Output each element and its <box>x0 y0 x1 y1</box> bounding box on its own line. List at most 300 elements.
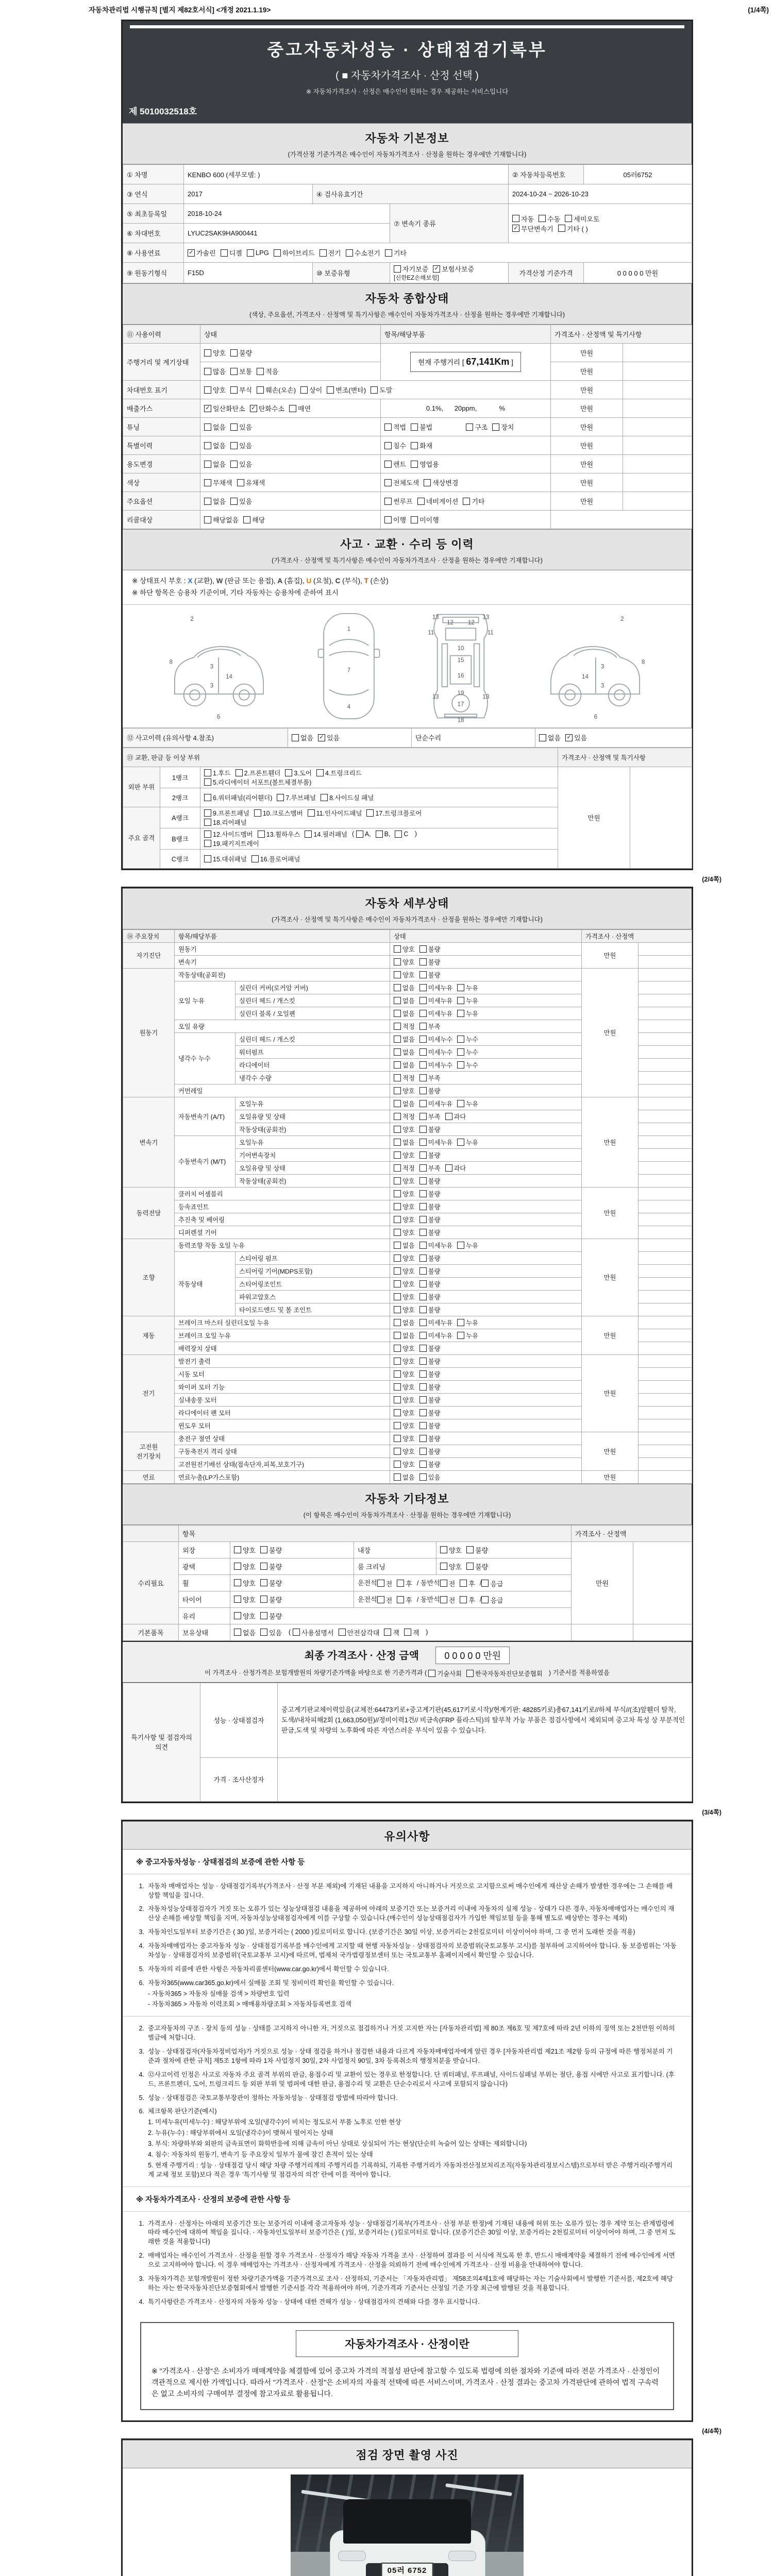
checkbox-icon[interactable] <box>204 386 211 394</box>
checkbox-없음[interactable] <box>394 983 415 992</box>
checkbox-icon[interactable] <box>419 1036 427 1043</box>
checkbox-7.루브패널[interactable] <box>277 793 316 802</box>
checkbox-icon[interactable] <box>457 1036 464 1043</box>
checkbox-기술사회[interactable] <box>428 1669 462 1678</box>
checkbox-부족[interactable] <box>419 1112 441 1121</box>
checkbox-icon[interactable] <box>539 215 546 222</box>
checkbox-장치[interactable] <box>492 422 514 432</box>
checkbox-없음[interactable] <box>394 1241 415 1250</box>
checkbox-icon[interactable] <box>419 1151 427 1159</box>
checked-checkbox-icon[interactable]: ✓ <box>188 249 195 257</box>
checkbox-없음[interactable] <box>394 1138 415 1147</box>
checkbox-icon[interactable] <box>346 249 353 257</box>
checkbox-icon[interactable] <box>466 1670 474 1677</box>
checkbox-icon[interactable] <box>254 809 261 817</box>
checkbox-양호[interactable] <box>394 1150 415 1160</box>
checkbox-17.트렁크플로어[interactable] <box>366 808 422 818</box>
checkbox-icon[interactable] <box>419 1461 427 1468</box>
checkbox-미세누유[interactable] <box>419 1099 453 1108</box>
checkbox-무채색[interactable] <box>204 478 232 487</box>
checkbox-15.대쉬패널[interactable] <box>204 854 247 863</box>
checkbox-13.휠하우스[interactable] <box>258 829 300 839</box>
checked-checkbox-icon[interactable]: ✓ <box>433 265 440 273</box>
checkbox-전[interactable] <box>440 1579 456 1588</box>
checkbox-icon[interactable] <box>234 1563 241 1570</box>
checkbox-icon[interactable] <box>394 1461 401 1468</box>
checkbox-icon[interactable] <box>419 1177 427 1184</box>
checkbox-가솔린[interactable] <box>188 248 216 258</box>
checkbox-icon[interactable] <box>385 249 392 257</box>
checkbox-없음[interactable] <box>204 422 226 432</box>
checkbox-적정[interactable] <box>394 1163 415 1173</box>
checkbox-icon[interactable] <box>234 1629 241 1636</box>
checkbox-자동[interactable] <box>512 214 534 224</box>
checkbox-icon[interactable] <box>419 1255 427 1262</box>
checkbox-icon[interactable] <box>300 386 308 394</box>
checkbox-누유[interactable] <box>457 1099 478 1108</box>
checkbox-불량[interactable] <box>260 1562 282 1571</box>
checkbox-불량[interactable] <box>419 1125 441 1134</box>
checkbox-icon[interactable] <box>419 1409 427 1416</box>
checkbox-불량[interactable] <box>419 970 441 979</box>
checkbox-icon[interactable] <box>327 386 334 394</box>
checkbox-부족[interactable] <box>419 1022 441 1031</box>
checkbox-불량[interactable] <box>419 1292 441 1301</box>
checkbox-icon[interactable] <box>320 249 327 257</box>
checkbox-icon[interactable] <box>221 249 228 257</box>
checkbox-icon[interactable] <box>395 831 402 838</box>
checkbox-양호[interactable] <box>204 348 226 358</box>
checkbox-양호[interactable] <box>394 1382 415 1392</box>
checkbox-A,[interactable] <box>356 831 371 838</box>
checkbox-icon[interactable] <box>308 809 315 817</box>
checkbox-양호[interactable] <box>234 1611 256 1621</box>
checkbox-불량[interactable] <box>419 1357 441 1366</box>
checkbox-미세누유[interactable] <box>419 1009 453 1018</box>
checkbox-icon[interactable] <box>260 1596 267 1603</box>
checkbox-2.프론트휀더[interactable] <box>236 768 281 777</box>
checkbox-icon[interactable] <box>394 1023 401 1030</box>
checkbox-icon[interactable] <box>457 997 464 1004</box>
checkbox-icon[interactable] <box>411 442 418 449</box>
checkbox-icon[interactable] <box>394 1435 401 1442</box>
checkbox-유채색[interactable] <box>237 478 265 487</box>
checkbox-양호[interactable] <box>440 1562 462 1571</box>
checkbox-10.크로스멤버[interactable] <box>254 808 303 818</box>
checkbox-icon[interactable] <box>419 1396 427 1403</box>
checkbox-양호[interactable] <box>204 385 226 395</box>
checkbox-icon[interactable] <box>394 265 401 273</box>
checkbox-한국자동차진단보증협회[interactable] <box>466 1669 543 1678</box>
checkbox-icon[interactable] <box>394 1010 401 1017</box>
checkbox-icon[interactable] <box>258 831 265 838</box>
checkbox-icon[interactable] <box>204 840 211 847</box>
checkbox-icon[interactable] <box>394 1074 401 1081</box>
checkbox-icon[interactable] <box>419 997 427 1004</box>
checkbox-icon[interactable] <box>234 1596 241 1603</box>
checkbox-icon[interactable] <box>394 1319 401 1326</box>
checkbox-icon[interactable] <box>230 423 238 431</box>
checkbox-icon[interactable] <box>457 984 464 991</box>
checkbox-누수[interactable] <box>457 1047 478 1057</box>
checkbox-누수[interactable] <box>457 1060 478 1070</box>
checkbox-전[interactable] <box>377 1595 393 1605</box>
checkbox-icon[interactable] <box>419 1126 427 1133</box>
checkbox-양호[interactable] <box>394 1215 415 1224</box>
checkbox-양호[interactable] <box>394 1447 415 1456</box>
checkbox-icon[interactable] <box>394 1048 401 1056</box>
checkbox-icon[interactable] <box>419 984 427 991</box>
checkbox-icon[interactable] <box>424 479 431 486</box>
checkbox-과다[interactable] <box>445 1163 466 1173</box>
checkbox-icon[interactable] <box>419 1306 427 1313</box>
checkbox-색상변경[interactable] <box>424 478 458 487</box>
checkbox-있음[interactable] <box>565 733 587 742</box>
checkbox-있음[interactable] <box>230 459 252 469</box>
checkbox-불량[interactable] <box>230 348 252 358</box>
checkbox-icon[interactable] <box>237 479 244 486</box>
checkbox-icon[interactable] <box>411 461 418 468</box>
checkbox-icon[interactable] <box>417 498 425 505</box>
checkbox-icon[interactable] <box>419 1164 427 1172</box>
checkbox-불량[interactable] <box>419 1279 441 1289</box>
checkbox-icon[interactable] <box>394 1358 401 1365</box>
checkbox-불량[interactable] <box>419 1150 441 1160</box>
checkbox-양호[interactable] <box>394 1266 415 1276</box>
checkbox-양호[interactable] <box>394 1228 415 1237</box>
checkbox-icon[interactable] <box>204 855 211 862</box>
checkbox-변조(변타)[interactable] <box>327 385 366 395</box>
checkbox-icon[interactable] <box>260 1563 267 1570</box>
checkbox-불량[interactable] <box>419 1189 441 1198</box>
checkbox-불량[interactable] <box>419 1202 441 1211</box>
checkbox-적정[interactable] <box>394 1022 415 1031</box>
checkbox-icon[interactable] <box>411 516 418 523</box>
checkbox-icon[interactable] <box>257 386 264 394</box>
checkbox-icon[interactable] <box>257 368 264 375</box>
checkbox-있음[interactable] <box>230 440 252 450</box>
checkbox-양호[interactable] <box>394 1460 415 1469</box>
checkbox-icon[interactable] <box>419 1216 427 1223</box>
checkbox-양호[interactable] <box>394 1202 415 1211</box>
checkbox-icon[interactable] <box>394 1229 401 1236</box>
checkbox-있음[interactable] <box>230 496 252 506</box>
checkbox-icon[interactable] <box>419 1280 427 1287</box>
checkbox-14.필러패널[interactable] <box>305 829 347 839</box>
checkbox-미세누유[interactable] <box>419 1138 453 1147</box>
checkbox-이행[interactable] <box>384 515 406 524</box>
checkbox-불량[interactable] <box>419 1434 441 1443</box>
checkbox-icon[interactable] <box>234 1579 241 1586</box>
checkbox-icon[interactable] <box>394 1383 401 1391</box>
checkbox-부식[interactable] <box>230 385 252 395</box>
checkbox-icon[interactable] <box>230 498 238 505</box>
checkbox-icon[interactable] <box>404 1629 411 1636</box>
checkbox-icon[interactable] <box>445 1113 452 1120</box>
checkbox-과다[interactable] <box>445 1112 466 1121</box>
checkbox-하이브리드[interactable] <box>274 248 315 258</box>
checkbox-누유[interactable] <box>457 996 478 1005</box>
checkbox-icon[interactable] <box>457 1139 464 1146</box>
checkbox-LPG[interactable] <box>247 249 269 257</box>
checkbox-icon[interactable] <box>394 1216 401 1223</box>
checkbox-6.쿼터패널(리어휀더)[interactable] <box>204 793 272 802</box>
checkbox-미세누유[interactable] <box>419 1241 453 1250</box>
checkbox-icon[interactable] <box>419 1267 427 1275</box>
checkbox-없음[interactable] <box>394 996 415 1005</box>
checkbox-icon[interactable] <box>445 1164 452 1172</box>
checked-checkbox-icon[interactable]: ✓ <box>512 225 519 232</box>
checkbox-icon[interactable] <box>460 1596 467 1603</box>
checkbox-불량[interactable] <box>419 1382 441 1392</box>
checkbox-4.트렁크리드[interactable] <box>316 768 362 777</box>
checkbox-후[interactable] <box>460 1595 475 1605</box>
checkbox-icon[interactable] <box>236 769 243 776</box>
checkbox-불량[interactable] <box>419 1344 441 1353</box>
checkbox-상이[interactable] <box>300 385 322 395</box>
checkbox-불량[interactable] <box>419 1447 441 1456</box>
checkbox-icon[interactable] <box>428 1670 435 1677</box>
checkbox-icon[interactable] <box>463 498 470 505</box>
checkbox-icon[interactable] <box>204 516 211 523</box>
checkbox-사용설명서[interactable] <box>293 1628 334 1637</box>
checkbox-icon[interactable] <box>539 734 546 741</box>
checkbox-불량[interactable] <box>419 1215 441 1224</box>
checkbox-icon[interactable] <box>321 794 328 801</box>
checkbox-icon[interactable] <box>366 809 374 817</box>
checkbox-없음[interactable] <box>394 1047 415 1057</box>
checkbox-매연[interactable] <box>289 403 311 413</box>
checkbox-icon[interactable] <box>394 1061 401 1069</box>
checkbox-없음[interactable] <box>394 1035 415 1044</box>
checkbox-없음[interactable] <box>292 733 313 742</box>
checkbox-디젤[interactable] <box>221 248 242 258</box>
checkbox-3.도어[interactable] <box>285 768 312 777</box>
checkbox-불량[interactable] <box>260 1611 282 1621</box>
checkbox-icon[interactable] <box>419 1332 427 1339</box>
checkbox-자기보증[interactable] <box>394 264 428 274</box>
checkbox-icon[interactable] <box>394 1409 401 1416</box>
checkbox-icon[interactable] <box>397 1580 404 1587</box>
checkbox-불법[interactable] <box>411 422 432 432</box>
checkbox-icon[interactable] <box>260 1579 267 1586</box>
checkbox-icon[interactable] <box>394 958 401 965</box>
checkbox-icon[interactable] <box>377 1580 384 1587</box>
checkbox-icon[interactable] <box>204 794 211 801</box>
checkbox-icon[interactable] <box>230 349 238 357</box>
checkbox-전기[interactable] <box>320 248 341 258</box>
checkbox-icon[interactable] <box>394 1293 401 1300</box>
checkbox-기타[interactable] <box>463 496 484 506</box>
checkbox-없음[interactable] <box>394 1331 415 1340</box>
checkbox-icon[interactable] <box>440 1546 447 1553</box>
checkbox-없음[interactable] <box>394 1318 415 1327</box>
checkbox-수소전기[interactable] <box>346 248 380 258</box>
checkbox-적음[interactable] <box>257 366 278 376</box>
checkbox-icon[interactable] <box>419 1345 427 1352</box>
checkbox-렌트[interactable] <box>384 459 406 469</box>
checkbox-icon[interactable] <box>457 1061 464 1069</box>
checkbox-icon[interactable] <box>292 734 299 741</box>
checkbox-있음[interactable] <box>230 422 252 432</box>
checkbox-불량[interactable] <box>419 944 441 954</box>
checkbox-8.사이드실 패널[interactable] <box>321 793 374 802</box>
checkbox-없음[interactable] <box>204 496 226 506</box>
checkbox-icon[interactable] <box>419 945 427 953</box>
checkbox-미이행[interactable] <box>411 515 439 524</box>
checkbox-응급[interactable] <box>481 1579 503 1588</box>
checkbox-12.사이드멤버[interactable] <box>204 829 253 839</box>
checkbox-icon[interactable] <box>419 1370 427 1378</box>
checkbox-네비게이션[interactable] <box>417 496 459 506</box>
checkbox-icon[interactable] <box>419 1473 427 1481</box>
checkbox-썬루프[interactable] <box>384 496 413 506</box>
checkbox-양호[interactable] <box>394 1369 415 1379</box>
checkbox-불량[interactable] <box>419 1421 441 1430</box>
checkbox-icon[interactable] <box>260 1612 267 1619</box>
checkbox-전[interactable] <box>377 1579 393 1588</box>
checkbox-icon[interactable] <box>394 1267 401 1275</box>
checkbox-누유[interactable] <box>457 983 478 992</box>
checkbox-양호[interactable] <box>394 1395 415 1404</box>
checkbox-icon[interactable] <box>204 809 211 817</box>
checkbox-icon[interactable] <box>204 769 211 776</box>
checkbox-icon[interactable] <box>419 1293 427 1300</box>
checkbox-icon[interactable] <box>457 1010 464 1017</box>
checkbox-누유[interactable] <box>457 1331 478 1340</box>
checkbox-icon[interactable] <box>419 1448 427 1455</box>
checkbox-양호[interactable] <box>394 1086 415 1095</box>
checkbox-icon[interactable] <box>394 997 401 1004</box>
checkbox-불량[interactable] <box>260 1595 282 1604</box>
checkbox-icon[interactable] <box>316 769 324 776</box>
checkbox-icon[interactable] <box>384 498 392 505</box>
checkbox-양호[interactable] <box>394 1344 415 1353</box>
checkbox-양호[interactable] <box>394 1176 415 1185</box>
checkbox-양호[interactable] <box>394 1357 415 1366</box>
checkbox-11.인사이드패널[interactable] <box>308 808 362 818</box>
checkbox-icon[interactable] <box>384 423 392 431</box>
checkbox-응급[interactable] <box>481 1595 503 1605</box>
checkbox-해당[interactable] <box>243 515 265 524</box>
checkbox-양호[interactable] <box>394 1421 415 1430</box>
checkbox-B,[interactable] <box>376 831 391 838</box>
checkbox-icon[interactable] <box>204 778 211 786</box>
checkbox-C[interactable] <box>395 831 408 838</box>
checkbox-적정[interactable] <box>394 1073 415 1082</box>
checkbox-있음[interactable] <box>318 733 340 742</box>
checkbox-침수[interactable] <box>384 440 406 450</box>
checkbox-icon[interactable] <box>419 1190 427 1197</box>
checkbox-icon[interactable] <box>260 1629 267 1636</box>
checkbox-icon[interactable] <box>397 1596 404 1603</box>
checkbox-icon[interactable] <box>376 831 383 838</box>
checkbox-icon[interactable] <box>394 1126 401 1133</box>
checkbox-icon[interactable] <box>419 1229 427 1236</box>
checkbox-icon[interactable] <box>204 831 211 838</box>
checkbox-icon[interactable] <box>230 368 238 375</box>
checkbox-없음[interactable] <box>234 1628 256 1637</box>
checkbox-icon[interactable] <box>419 1139 427 1146</box>
checkbox-icon[interactable] <box>204 479 211 486</box>
checkbox-icon[interactable] <box>394 1139 401 1146</box>
checkbox-누유[interactable] <box>457 1318 478 1327</box>
checkbox-후[interactable] <box>397 1595 412 1605</box>
checkbox-icon[interactable] <box>377 1596 384 1603</box>
checkbox-icon[interactable] <box>204 423 211 431</box>
checkbox-없음[interactable] <box>204 440 226 450</box>
checkbox-양호[interactable] <box>440 1545 462 1555</box>
checkbox-없음[interactable] <box>394 1060 415 1070</box>
checkbox-icon[interactable] <box>457 1319 464 1326</box>
checkbox-icon[interactable] <box>274 249 281 257</box>
checkbox-icon[interactable] <box>419 1023 427 1030</box>
checkbox-icon[interactable] <box>440 1580 447 1587</box>
checkbox-양호[interactable] <box>394 1434 415 1443</box>
checkbox-icon[interactable] <box>419 1203 427 1210</box>
checkbox-보험사보증[interactable] <box>433 264 474 274</box>
checkbox-icon[interactable] <box>394 1113 401 1120</box>
checkbox-icon[interactable] <box>466 1563 474 1570</box>
checkbox-icon[interactable] <box>277 794 284 801</box>
checkbox-훼손(오손)[interactable] <box>257 385 296 395</box>
checkbox-전[interactable] <box>440 1595 456 1605</box>
checkbox-icon[interactable] <box>440 1596 447 1603</box>
checkbox-icon[interactable] <box>419 971 427 978</box>
checkbox-불량[interactable] <box>419 1369 441 1379</box>
checkbox-양호[interactable] <box>394 1292 415 1301</box>
checkbox-16.플로어패널[interactable] <box>251 854 300 863</box>
checkbox-없음[interactable] <box>394 1472 415 1482</box>
checkbox-icon[interactable] <box>234 1546 241 1553</box>
checkbox-많음[interactable] <box>204 366 226 376</box>
checkbox-icon[interactable] <box>394 1036 401 1043</box>
checkbox-무단변속기[interactable] <box>512 224 553 233</box>
checkbox-부족[interactable] <box>419 1163 441 1173</box>
checkbox-적정[interactable] <box>394 1112 415 1121</box>
checkbox-icon[interactable] <box>243 516 250 523</box>
checkbox-해당없음[interactable] <box>204 515 239 524</box>
checkbox-icon[interactable] <box>204 442 211 449</box>
checkbox-누유[interactable] <box>457 1241 478 1250</box>
checkbox-수동[interactable] <box>539 214 560 224</box>
checkbox-icon[interactable] <box>394 1087 401 1094</box>
checkbox-icon[interactable] <box>371 386 378 394</box>
checkbox-icon[interactable] <box>293 1629 300 1636</box>
checkbox-불량[interactable] <box>419 1408 441 1417</box>
checkbox-icon[interactable] <box>305 831 312 838</box>
checked-checkbox-icon[interactable]: ✓ <box>250 405 257 412</box>
checkbox-icon[interactable] <box>394 1370 401 1378</box>
checkbox-icon[interactable] <box>419 1074 427 1081</box>
checkbox-icon[interactable] <box>419 1048 427 1056</box>
checkbox-기타 ( )[interactable] <box>558 224 588 233</box>
checkbox-잭[interactable] <box>404 1628 419 1637</box>
checkbox-후[interactable] <box>397 1579 412 1588</box>
checkbox-icon[interactable] <box>394 1255 401 1262</box>
checkbox-양호[interactable] <box>394 1125 415 1134</box>
checkbox-없음[interactable] <box>204 459 226 469</box>
checkbox-icon[interactable] <box>411 423 418 431</box>
checkbox-icon[interactable] <box>394 1177 401 1184</box>
checkbox-없음[interactable] <box>539 733 561 742</box>
checkbox-불량[interactable] <box>466 1562 488 1571</box>
checkbox-불량[interactable] <box>466 1545 488 1555</box>
checkbox-icon[interactable] <box>251 855 259 862</box>
checkbox-icon[interactable] <box>394 1473 401 1481</box>
checkbox-icon[interactable] <box>394 984 401 991</box>
checkbox-icon[interactable] <box>419 1358 427 1365</box>
